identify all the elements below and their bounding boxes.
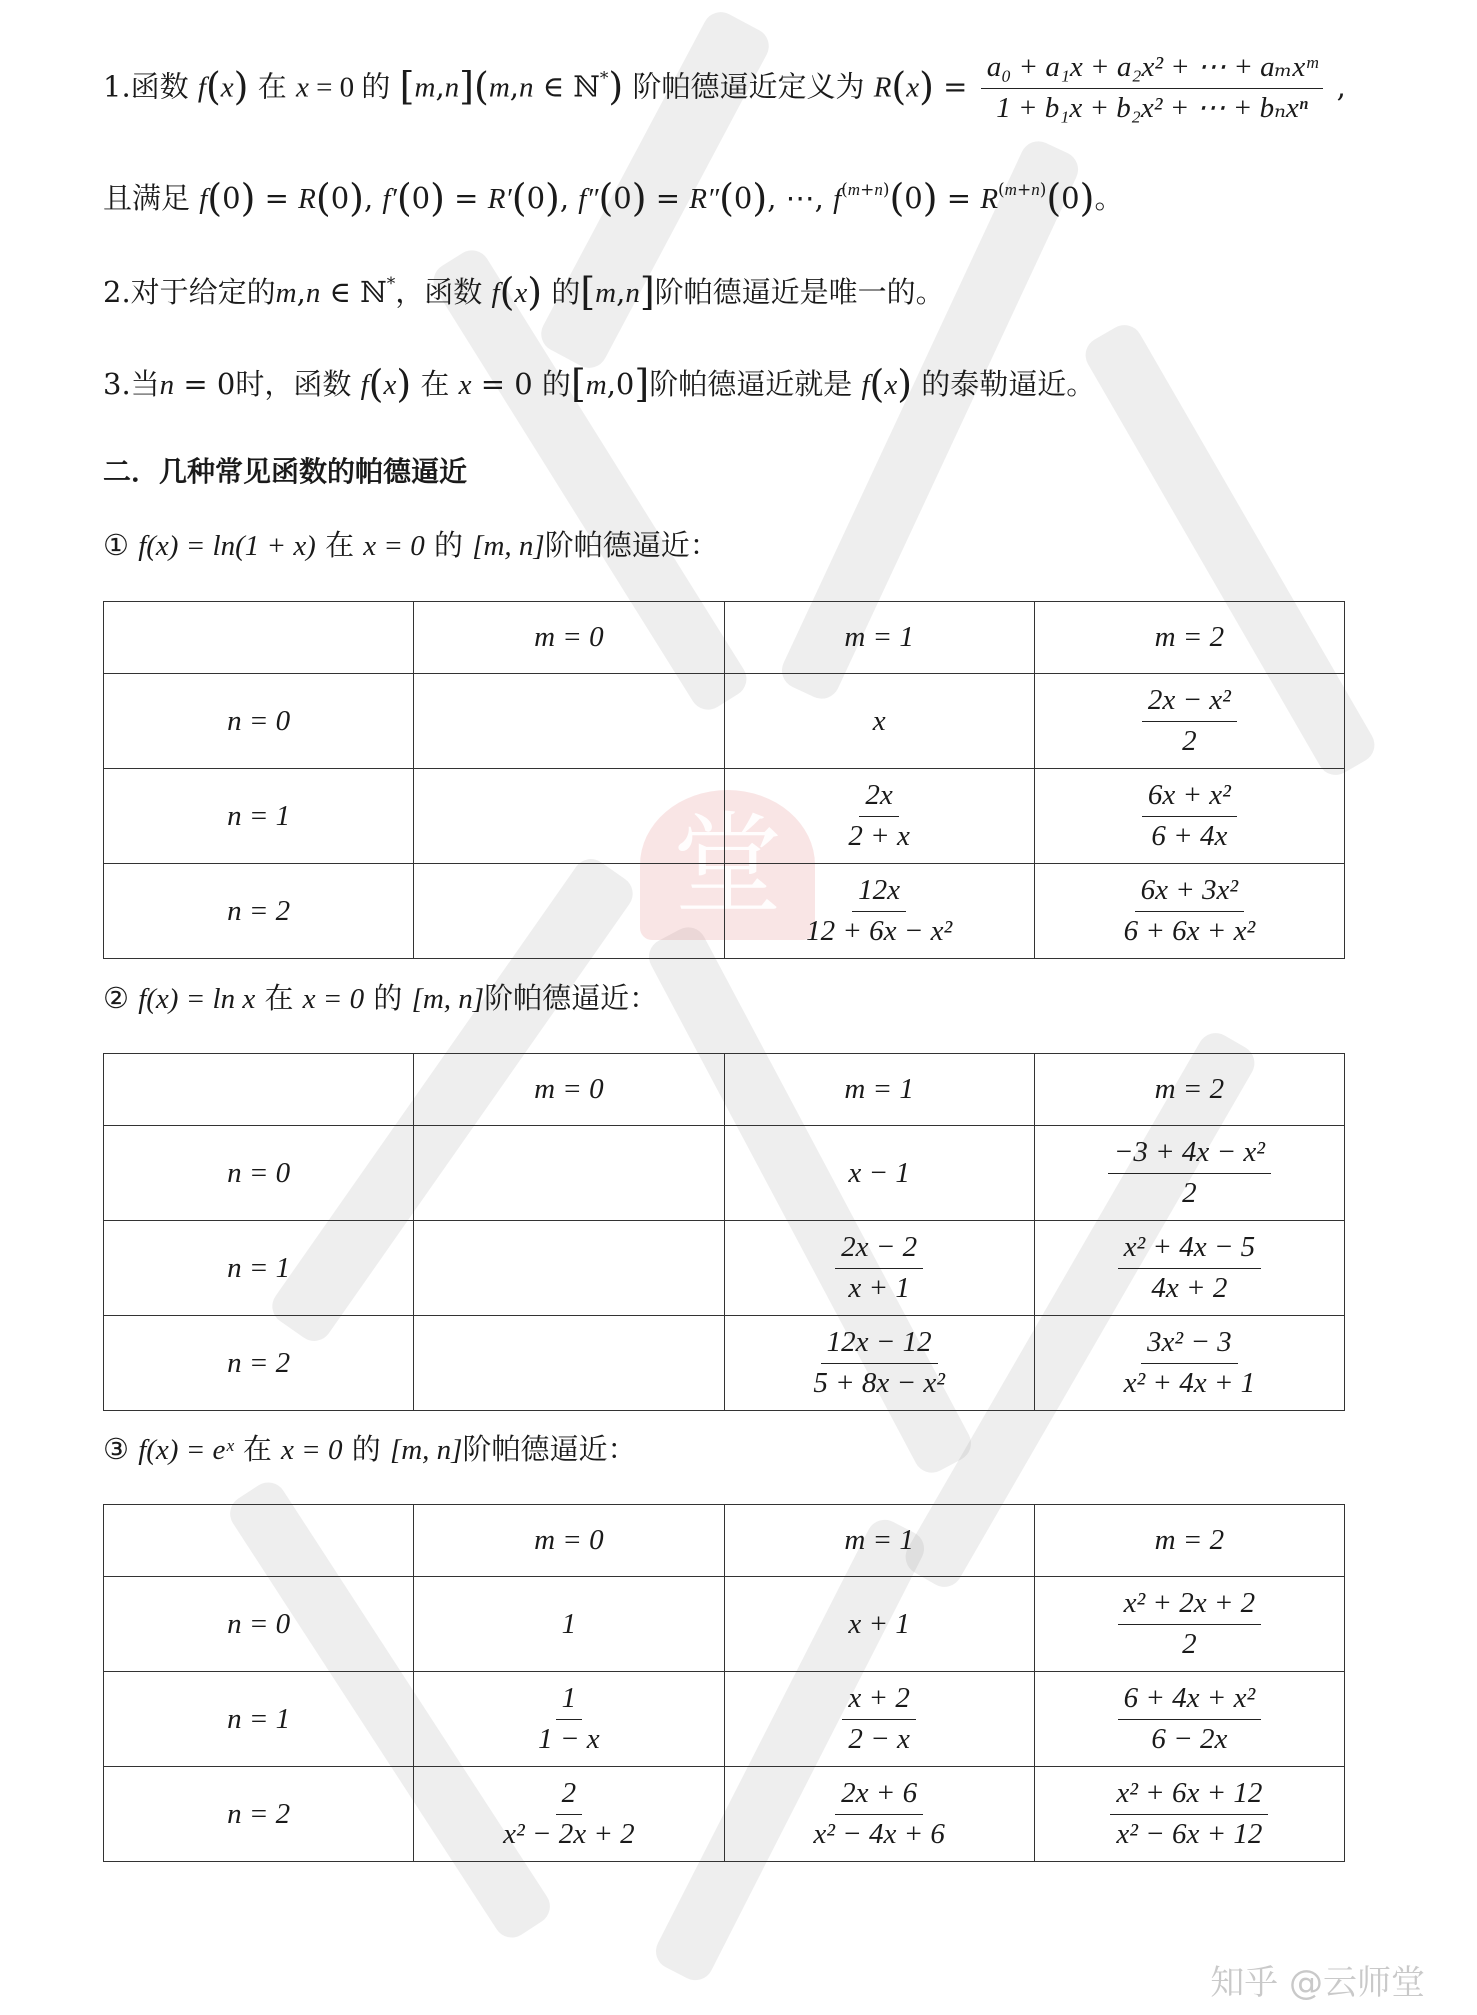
- table-cell: [724, 1126, 1034, 1221]
- column-header: [104, 602, 414, 674]
- taylor-line: 3.当n = 0时，函数 f(x) 在 x = 0 的[m,0]阶帕德逼近就是 f(x) 的泰勒逼近。: [103, 362, 1096, 406]
- cell-value: x + 1: [848, 1607, 910, 1640]
- table-cell: [1034, 1126, 1344, 1221]
- fraction-numerator: x² + 4x − 5: [1118, 1232, 1262, 1269]
- column-header: m = 1: [724, 1505, 1034, 1577]
- table-cell: [414, 1767, 724, 1862]
- fraction: [835, 1232, 923, 1305]
- table-header-row: [104, 602, 1345, 674]
- table-row: [104, 1672, 1345, 1767]
- column-header: m = 0: [414, 602, 724, 674]
- fraction: [842, 780, 915, 853]
- table-row: [104, 674, 1345, 769]
- fraction-denominator: 2 − x: [848, 1722, 910, 1755]
- table-caption-3: ③ f(x) = eˣ 在 x = 0 的 [m, n]阶帕德逼近：: [103, 1432, 637, 1466]
- row-label: n = 2: [104, 864, 414, 959]
- fraction-numerator: 6x + x²: [1142, 780, 1237, 817]
- definition-line: 1.函数 f(x) 在 x = 0 的 [m,n](m,n ∈ ℕ*) 阶帕德逼近定义为 R(x) = $\frac{\text{a₀ + a₁x + a₂x² + ⋯ + aₘxᵐ}}{\text{1 + b₁x + b₂x² + ⋯ + bₙxⁿ}}$ ,: [103, 51, 1346, 124]
- fraction-denominator: x² − 4x + 6: [813, 1817, 945, 1850]
- conditions-line: 且满足 f(0) = R(0), f′(0) = R′(0), f″(0) = R″(0), ⋯, $f^{(m+n)}(0) = R^{(m+n)}(0)$。: [103, 176, 1124, 220]
- column-header: [104, 1505, 414, 1577]
- row-label: n = 0: [104, 1577, 414, 1672]
- table-cell: [1034, 1316, 1344, 1411]
- fraction-numerator: 2x + 6: [835, 1778, 923, 1815]
- fraction-numerator: 3x² − 3: [1141, 1327, 1238, 1364]
- fraction: [1142, 685, 1237, 758]
- table-cell: [724, 1221, 1034, 1316]
- fraction-numerator: x² + 6x + 12: [1110, 1778, 1268, 1815]
- table-header-row: [104, 1505, 1345, 1577]
- table-cell: [724, 769, 1034, 864]
- fraction: [1118, 1588, 1262, 1661]
- pade-table-ln1px: [103, 601, 1345, 959]
- table-row: [104, 864, 1345, 959]
- table-cell: [1034, 864, 1344, 959]
- table-cell: [724, 864, 1034, 959]
- table-cell: [724, 1672, 1034, 1767]
- row-label: n = 0: [104, 674, 414, 769]
- table-cell: [1034, 1767, 1344, 1862]
- fraction-denominator: x² + 4x + 1: [1123, 1366, 1256, 1399]
- table-cell: [1034, 769, 1344, 864]
- fraction-numerator: 12x: [852, 875, 906, 912]
- fraction: [1118, 875, 1262, 948]
- fraction: [532, 1683, 605, 1756]
- fraction-denominator: 12 + 6x − x²: [806, 914, 953, 947]
- row-label: n = 2: [104, 1767, 414, 1862]
- fraction: [1108, 1137, 1271, 1210]
- fraction-numerator: x + 2: [842, 1683, 915, 1720]
- fraction-denominator: x² − 6x + 12: [1116, 1817, 1263, 1850]
- table-header-row: [104, 1054, 1345, 1126]
- table-cell: [1034, 1221, 1344, 1316]
- fraction-denominator: 5 + 8x − x²: [813, 1366, 945, 1399]
- pade-definition-fraction: $\frac{\text{a₀ + a₁x + a₂x² + ⋯ + aₘxᵐ}}{\text{1 + b₁x + b₂x² + ⋯ + bₙxⁿ}}$: [981, 52, 1324, 125]
- table-row: [104, 1767, 1345, 1862]
- fraction: [1110, 1778, 1268, 1851]
- pade-table-exp: [103, 1504, 1345, 1862]
- table-cell: [724, 1316, 1034, 1411]
- fraction-numerator: x² + 2x + 2: [1118, 1588, 1262, 1625]
- column-header: m = 2: [1034, 1505, 1344, 1577]
- table-cell: [724, 1767, 1034, 1862]
- column-header: m = 2: [1034, 1054, 1344, 1126]
- uniqueness-line: 2.对于给定的m,n ∈ ℕ*，函数 f(x) 的[m,n]阶帕德逼近是唯一的。: [103, 270, 945, 314]
- fraction-numerator: 6x + 3x²: [1135, 875, 1245, 912]
- fraction-numerator: 1: [556, 1683, 583, 1720]
- table-cell: [724, 674, 1034, 769]
- fraction-numerator: −3 + 4x − x²: [1108, 1137, 1271, 1174]
- cell-value: 1: [561, 1607, 577, 1640]
- fraction-denominator: x² − 2x + 2: [503, 1817, 635, 1850]
- section-heading: 二．几种常见函数的帕德逼近: [103, 455, 468, 488]
- table-cell: [414, 674, 724, 769]
- fraction-numerator: 2x − 2: [835, 1232, 923, 1269]
- table-cell: [414, 1672, 724, 1767]
- column-header: m = 1: [724, 1054, 1034, 1126]
- table-caption-2: ② f(x) = ln x 在 x = 0 的 [m, n]阶帕德逼近：: [103, 981, 659, 1015]
- pade-table-lnx: [103, 1053, 1345, 1411]
- cell-value: x − 1: [848, 1156, 910, 1189]
- fraction: [807, 1327, 951, 1400]
- column-header: m = 0: [414, 1054, 724, 1126]
- row-label: n = 2: [104, 1316, 414, 1411]
- table-cell: [414, 1577, 724, 1672]
- fraction: [497, 1778, 641, 1851]
- row-label: n = 0: [104, 1126, 414, 1221]
- fraction-denominator: 2: [1182, 724, 1197, 757]
- column-header: m = 1: [724, 602, 1034, 674]
- fraction: [1118, 1683, 1262, 1756]
- table-cell: [1034, 1577, 1344, 1672]
- fraction-denominator: 4x + 2: [1151, 1271, 1228, 1304]
- table-cell: [414, 1221, 724, 1316]
- table-row: [104, 1316, 1345, 1411]
- table-cell: [414, 769, 724, 864]
- fraction: [800, 875, 958, 948]
- column-header: m = 0: [414, 1505, 724, 1577]
- column-header: m = 2: [1034, 602, 1344, 674]
- table-cell: [724, 1577, 1034, 1672]
- fraction-numerator: 2x − x²: [1142, 685, 1237, 722]
- fraction: [1118, 1327, 1262, 1400]
- fraction-denominator: 6 − 2x: [1151, 1722, 1228, 1755]
- fraction-denominator: 2 + x: [848, 819, 910, 852]
- table-cell: [1034, 1672, 1344, 1767]
- table-cell: [1034, 674, 1344, 769]
- table-cell: [414, 1126, 724, 1221]
- fraction-denominator: 6 + 4x: [1151, 819, 1228, 852]
- fraction-numerator: 2: [556, 1778, 583, 1815]
- table-row: [104, 1221, 1345, 1316]
- table-row: [104, 769, 1345, 864]
- row-label: n = 1: [104, 769, 414, 864]
- cell-value: x: [872, 704, 886, 737]
- fraction: [842, 1683, 915, 1756]
- fraction-denominator: x + 1: [848, 1271, 910, 1304]
- source-credit: 知乎 @云师堂: [1210, 1963, 1425, 2003]
- fraction-denominator: 6 + 6x + x²: [1123, 914, 1256, 947]
- column-header: [104, 1054, 414, 1126]
- table-row: [104, 1577, 1345, 1672]
- fraction-numerator: 2x: [859, 780, 898, 817]
- table-cell: [414, 1316, 724, 1411]
- fraction-numerator: 6 + 4x + x²: [1118, 1683, 1262, 1720]
- fraction: [1118, 1232, 1262, 1305]
- fraction-denominator: 1 − x: [538, 1722, 600, 1755]
- table-cell: [414, 864, 724, 959]
- table-caption-1: ① f(x) = ln(1 + x) 在 x = 0 的 [m, n]阶帕德逼近：: [103, 528, 719, 562]
- fraction-numerator: 12x − 12: [821, 1327, 938, 1364]
- fraction: [1142, 780, 1237, 853]
- fraction: [807, 1778, 951, 1851]
- fraction-denominator: 2: [1182, 1627, 1197, 1660]
- seal-stamp: 堂: [640, 790, 815, 940]
- row-label: n = 1: [104, 1221, 414, 1316]
- fraction-denominator: 2: [1182, 1176, 1197, 1209]
- table-row: [104, 1126, 1345, 1221]
- row-label: n = 1: [104, 1672, 414, 1767]
